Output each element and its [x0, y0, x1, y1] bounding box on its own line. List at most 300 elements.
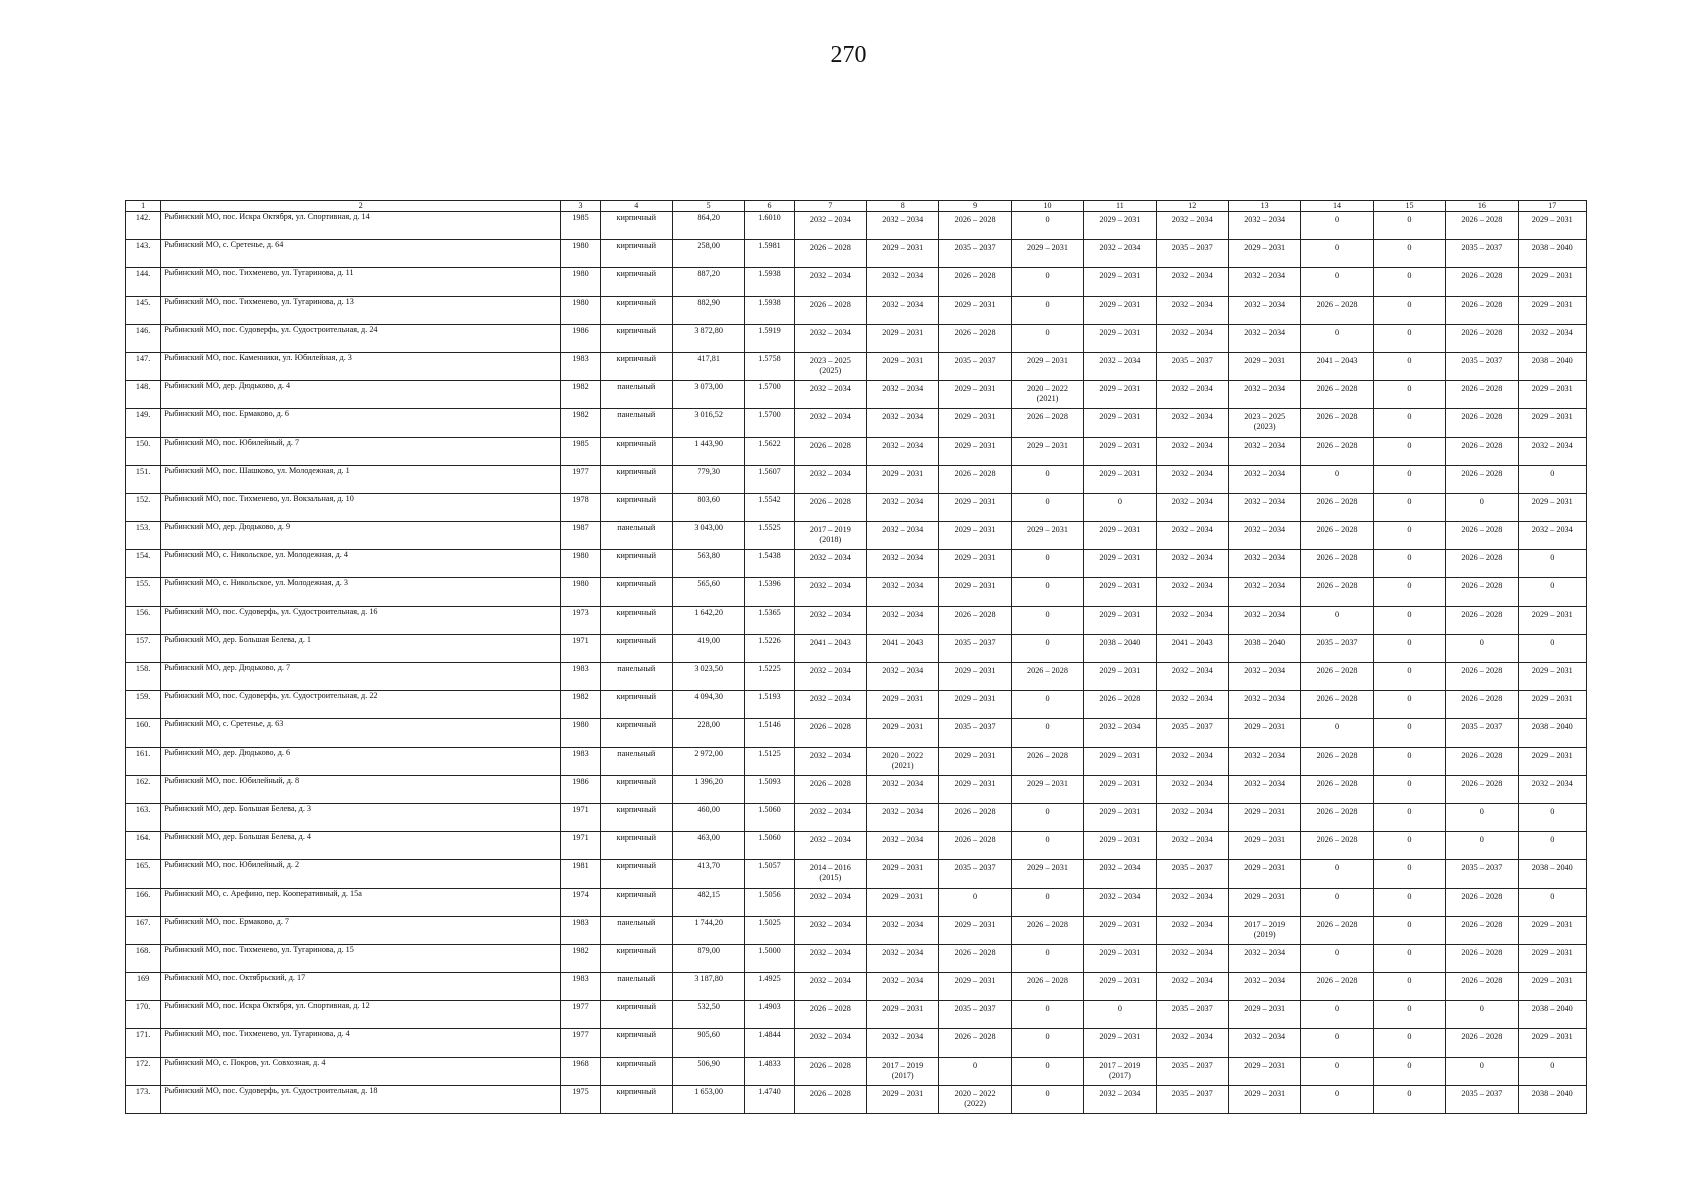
table-cell: 2029 – 2031	[867, 465, 939, 493]
table-cell: 2026 – 2028	[1301, 550, 1373, 578]
table-cell: 2035 – 2037	[939, 352, 1011, 380]
table-cell: 1980	[561, 296, 600, 324]
table-cell: 2029 – 2031	[1518, 1029, 1586, 1057]
table-cell: кирпичный	[600, 240, 672, 268]
table-cell: 2035 – 2037	[939, 634, 1011, 662]
row-number-cell: 167.	[126, 916, 161, 944]
table-cell: 1.5057	[745, 860, 794, 888]
table-cell: 0	[1373, 916, 1445, 944]
table-cell: 2032 – 2034	[1156, 1029, 1228, 1057]
table-cell: 2032 – 2034	[1228, 775, 1300, 803]
table-cell: 2029 – 2031	[1228, 803, 1300, 831]
row-number-cell: 169	[126, 973, 161, 1001]
table-cell: 2032 – 2034	[1228, 522, 1300, 550]
row-number-cell: 163.	[126, 803, 161, 831]
table-cell: 1981	[561, 860, 600, 888]
table-cell: 0	[1373, 606, 1445, 634]
table-cell: 2038 – 2040	[1228, 634, 1300, 662]
row-number-cell: 172.	[126, 1057, 161, 1085]
table-cell: 2032 – 2034	[867, 381, 939, 409]
table-row	[126, 944, 1587, 972]
table-cell: 2032 – 2034	[1228, 973, 1300, 1001]
table-cell: 2032 – 2034	[1156, 381, 1228, 409]
table-cell: 2026 – 2028	[1301, 296, 1373, 324]
table-cell: 2035 – 2037	[1156, 1057, 1228, 1085]
table-cell: 2029 – 2031	[1518, 663, 1586, 691]
table-cell: кирпичный	[600, 324, 672, 352]
address-cell: Рыбинский МО, пос. Юбилейный, д. 8	[161, 775, 561, 803]
table-row	[126, 973, 1587, 1001]
address-cell: Рыбинский МО, пос. Тихменево, ул. Вокзальная, д. 10	[161, 493, 561, 521]
table-cell: 2026 – 2028	[1301, 691, 1373, 719]
table-cell: 2032 – 2034	[1228, 663, 1300, 691]
table-cell: 2029 – 2031	[1228, 888, 1300, 916]
table-cell: 2032 – 2034	[1156, 437, 1228, 465]
table-cell: 2026 – 2028	[1446, 663, 1518, 691]
row-number-cell: 150.	[126, 437, 161, 465]
table-cell: 2032 – 2034	[1156, 550, 1228, 578]
table-cell: 2029 – 2031	[1011, 352, 1083, 380]
table-cell: 2029 – 2031	[1011, 522, 1083, 550]
table-cell: 0	[1373, 522, 1445, 550]
table-cell: 0	[1518, 634, 1586, 662]
table-cell: 2032 – 2034	[1156, 747, 1228, 775]
address-cell: Рыбинский МО, дер. Дюдьково, д. 6	[161, 747, 561, 775]
table-cell: панельный	[600, 663, 672, 691]
table-cell: 2029 – 2031	[1228, 860, 1300, 888]
table-row	[126, 634, 1587, 662]
table-cell: 2032 – 2034	[867, 437, 939, 465]
table-cell: 1 744,20	[672, 916, 744, 944]
table-cell: 2026 – 2028	[794, 437, 866, 465]
table-cell: 2032 – 2034	[1156, 212, 1228, 240]
table-cell: 2035 – 2037	[1156, 240, 1228, 268]
table-cell: 2032 – 2034	[1228, 493, 1300, 521]
column-header: 13	[1228, 201, 1300, 212]
table-cell: 0	[1011, 634, 1083, 662]
address-cell: Рыбинский МО, пос. Тихменево, ул. Тугаринова, д. 15	[161, 944, 561, 972]
table-cell: 228,00	[672, 719, 744, 747]
table-cell: 2026 – 2028	[794, 1085, 866, 1113]
table-cell: 2026 – 2028	[794, 775, 866, 803]
table-cell: 0	[1011, 268, 1083, 296]
table-cell: 3 187,80	[672, 973, 744, 1001]
table-cell: 2032 – 2034	[867, 803, 939, 831]
table-cell: 0	[1373, 719, 1445, 747]
table-cell: кирпичный	[600, 1029, 672, 1057]
table-cell: 0	[1011, 1085, 1083, 1113]
column-header: 14	[1301, 201, 1373, 212]
table-cell: 2026 – 2028	[1446, 465, 1518, 493]
table-cell: 2032 – 2034	[1228, 212, 1300, 240]
table-cell: 0	[1011, 1057, 1083, 1085]
table-cell: 0	[1373, 634, 1445, 662]
column-header: 15	[1373, 201, 1445, 212]
row-number-cell: 171.	[126, 1029, 161, 1057]
table-cell: 905,60	[672, 1029, 744, 1057]
table-cell: 0	[1011, 803, 1083, 831]
table-cell: 2029 – 2031	[1518, 296, 1586, 324]
table-cell: 2032 – 2034	[1228, 324, 1300, 352]
table-cell: 1985	[561, 437, 600, 465]
table-cell: 2026 – 2028	[1301, 916, 1373, 944]
table-cell: 1980	[561, 719, 600, 747]
row-number-cell: 162.	[126, 775, 161, 803]
column-header: 10	[1011, 201, 1083, 212]
table-cell: 2032 – 2034	[1228, 465, 1300, 493]
table-cell: кирпичный	[600, 493, 672, 521]
table-cell: 463,00	[672, 832, 744, 860]
table-cell: 2026 – 2028	[1446, 606, 1518, 634]
table-cell: 3 016,52	[672, 409, 744, 437]
table-cell: панельный	[600, 381, 672, 409]
table-cell: 1978	[561, 493, 600, 521]
address-cell: Рыбинский МО, дер. Дюдьково, д. 9	[161, 522, 561, 550]
table-cell: 0	[1446, 634, 1518, 662]
table-cell: 2038 – 2040	[1518, 860, 1586, 888]
table-cell: 0	[939, 888, 1011, 916]
column-header: 2	[161, 201, 561, 212]
table-cell: 1.4844	[745, 1029, 794, 1057]
table-cell: 0	[1373, 381, 1445, 409]
table-cell: 2029 – 2031	[1518, 212, 1586, 240]
table-cell: 0	[1373, 212, 1445, 240]
table-cell: 1974	[561, 888, 600, 916]
table-row	[126, 578, 1587, 606]
table-cell: 2026 – 2028	[1301, 803, 1373, 831]
table-cell: 2026 – 2028	[1446, 296, 1518, 324]
table-cell: 2029 – 2031	[1011, 240, 1083, 268]
table-cell: 0	[1373, 324, 1445, 352]
column-header: 9	[939, 201, 1011, 212]
table-row	[126, 888, 1587, 916]
table-cell: 2029 – 2031	[939, 747, 1011, 775]
table-cell: панельный	[600, 409, 672, 437]
table-cell: 0	[1301, 1029, 1373, 1057]
table-cell: 1980	[561, 550, 600, 578]
table-row	[126, 522, 1587, 550]
table-cell: 2026 – 2028	[794, 493, 866, 521]
table-cell: 2032 – 2034	[1084, 352, 1156, 380]
table-cell: 2035 – 2037	[1446, 240, 1518, 268]
table-cell: 1.5060	[745, 803, 794, 831]
address-cell: Рыбинский МО, пос. Судоверфь, ул. Судостроительная, д. 22	[161, 691, 561, 719]
table-cell: 2029 – 2031	[1084, 409, 1156, 437]
table-cell: кирпичный	[600, 606, 672, 634]
table-cell: 0	[1301, 1057, 1373, 1085]
table-cell: 2032 – 2034	[794, 212, 866, 240]
table-cell: 2032 – 2034	[794, 268, 866, 296]
table-cell: 2029 – 2031	[939, 691, 1011, 719]
table-row	[126, 916, 1587, 944]
table-cell: 0	[1373, 1001, 1445, 1029]
table-cell: 2032 – 2034	[1084, 1085, 1156, 1113]
table-cell: 2032 – 2034	[867, 296, 939, 324]
table-cell: 2032 – 2034	[1156, 888, 1228, 916]
table-cell: 0	[1011, 606, 1083, 634]
table-cell: 2029 – 2031	[939, 550, 1011, 578]
table-cell: 2026 – 2028	[1011, 916, 1083, 944]
address-cell: Рыбинский МО, пос. Тихменево, ул. Тугаринова, д. 11	[161, 268, 561, 296]
table-cell: 2032 – 2034	[867, 832, 939, 860]
table-cell: 2032 – 2034	[867, 973, 939, 1001]
table-cell: 532,50	[672, 1001, 744, 1029]
table-cell: 1.5542	[745, 493, 794, 521]
table-cell: 0	[1084, 1001, 1156, 1029]
address-cell: Рыбинский МО, пос. Искра Октября, ул. Спортивная, д. 14	[161, 212, 561, 240]
table-cell: 0	[1301, 888, 1373, 916]
table-cell: 2032 – 2034	[794, 578, 866, 606]
table-cell: 2026 – 2028	[1446, 973, 1518, 1001]
table-cell: 2026 – 2028	[1301, 578, 1373, 606]
table-cell: 2026 – 2028	[1446, 944, 1518, 972]
table-cell: кирпичный	[600, 803, 672, 831]
table-row	[126, 324, 1587, 352]
table-cell: кирпичный	[600, 437, 672, 465]
table-cell: 1.5396	[745, 578, 794, 606]
table-cell: 2032 – 2034	[794, 550, 866, 578]
table-cell: 2041 – 2043	[1301, 352, 1373, 380]
table-cell: 2035 – 2037	[1156, 860, 1228, 888]
table-cell: 0	[1373, 437, 1445, 465]
table-cell: 2029 – 2031	[1228, 719, 1300, 747]
table-cell: 2029 – 2031	[1084, 916, 1156, 944]
table-cell: 2035 – 2037	[1156, 1085, 1228, 1113]
table-cell: 887,20	[672, 268, 744, 296]
table-cell: 2038 – 2040	[1084, 634, 1156, 662]
table-cell: 417,81	[672, 352, 744, 380]
table-cell: 2029 – 2031	[867, 1001, 939, 1029]
table-cell: 0	[1011, 888, 1083, 916]
table-cell: 2029 – 2031	[939, 578, 1011, 606]
column-header: 8	[867, 201, 939, 212]
table-row	[126, 212, 1587, 240]
table-cell: 0	[1301, 719, 1373, 747]
table-cell: 2017 – 2019 (2018)	[794, 522, 866, 550]
table-cell: кирпичный	[600, 944, 672, 972]
table-cell: 2029 – 2031	[1084, 1029, 1156, 1057]
table-cell: 0	[1373, 944, 1445, 972]
table-cell: 2032 – 2034	[867, 522, 939, 550]
table-cell: 2026 – 2028	[1301, 663, 1373, 691]
table-cell: 1.5025	[745, 916, 794, 944]
table-cell: 2038 – 2040	[1518, 1085, 1586, 1113]
table-cell: 2026 – 2028	[939, 465, 1011, 493]
table-cell: 2032 – 2034	[1156, 775, 1228, 803]
table-cell: панельный	[600, 747, 672, 775]
table-cell: 2032 – 2034	[794, 944, 866, 972]
table-cell: 2032 – 2034	[794, 409, 866, 437]
table-cell: 2026 – 2028	[1011, 747, 1083, 775]
table-cell: 0	[1011, 832, 1083, 860]
table-cell: 0	[1011, 550, 1083, 578]
table-cell: 2029 – 2031	[1518, 691, 1586, 719]
table-cell: 2029 – 2031	[1518, 747, 1586, 775]
table-cell: кирпичный	[600, 860, 672, 888]
table-cell: 2 972,00	[672, 747, 744, 775]
table-cell: 2032 – 2034	[794, 691, 866, 719]
table-cell: 2029 – 2031	[1011, 775, 1083, 803]
table-cell: 0	[1373, 578, 1445, 606]
table-cell: 0	[1373, 775, 1445, 803]
table-cell: 2032 – 2034	[1518, 324, 1586, 352]
table-cell: 1.5758	[745, 352, 794, 380]
table-cell: 2026 – 2028	[1446, 691, 1518, 719]
table-row	[126, 268, 1587, 296]
table-cell: 2032 – 2034	[867, 212, 939, 240]
table-cell: 2029 – 2031	[1084, 296, 1156, 324]
table-cell: 1.4925	[745, 973, 794, 1001]
table-cell: 506,90	[672, 1057, 744, 1085]
table-cell: 803,60	[672, 493, 744, 521]
table-cell: 2029 – 2031	[1518, 409, 1586, 437]
table-cell: 0	[1518, 578, 1586, 606]
table-row	[126, 409, 1587, 437]
table-cell: 2029 – 2031	[939, 296, 1011, 324]
address-cell: Рыбинский МО, дер. Дюдьково, д. 4	[161, 381, 561, 409]
table-cell: 2029 – 2031	[939, 409, 1011, 437]
table-cell: 779,30	[672, 465, 744, 493]
table-row	[126, 663, 1587, 691]
row-number-cell: 143.	[126, 240, 161, 268]
table-cell: 0	[1373, 832, 1445, 860]
table-cell: 2020 – 2022 (2021)	[867, 747, 939, 775]
table-cell: 2032 – 2034	[1156, 465, 1228, 493]
table-cell: 2032 – 2034	[794, 973, 866, 1001]
table-cell: 2032 – 2034	[1156, 916, 1228, 944]
table-cell: 2032 – 2034	[867, 578, 939, 606]
table-cell: 1.5226	[745, 634, 794, 662]
address-cell: Рыбинский МО, дер. Большая Белева, д. 3	[161, 803, 561, 831]
table-cell: 2026 – 2028	[1301, 522, 1373, 550]
table-cell: 0	[1518, 465, 1586, 493]
table-cell: 2026 – 2028	[939, 324, 1011, 352]
table-cell: 565,60	[672, 578, 744, 606]
row-number-cell: 145.	[126, 296, 161, 324]
row-number-cell: 148.	[126, 381, 161, 409]
address-cell: Рыбинский МО, с. Покров, ул. Совхозная, д. 4	[161, 1057, 561, 1085]
table-cell: 1971	[561, 803, 600, 831]
row-number-cell: 146.	[126, 324, 161, 352]
header-row	[126, 201, 1587, 212]
housing-table-container	[125, 200, 1587, 1114]
table-cell: 0	[1011, 324, 1083, 352]
table-cell: 2026 – 2028	[1446, 268, 1518, 296]
table-cell: 2029 – 2031	[1084, 324, 1156, 352]
table-cell: 1982	[561, 381, 600, 409]
table-row	[126, 1001, 1587, 1029]
table-cell: 0	[1373, 240, 1445, 268]
table-cell: 2026 – 2028	[1301, 973, 1373, 1001]
table-cell: 1.5622	[745, 437, 794, 465]
table-cell: 2038 – 2040	[1518, 240, 1586, 268]
table-cell: 2026 – 2028	[1301, 747, 1373, 775]
table-cell: 2032 – 2034	[1228, 1029, 1300, 1057]
table-cell: 1.5225	[745, 663, 794, 691]
table-cell: 2029 – 2031	[1228, 1057, 1300, 1085]
table-cell: 2038 – 2040	[1518, 1001, 1586, 1029]
table-cell: кирпичный	[600, 550, 672, 578]
table-cell: 1.5607	[745, 465, 794, 493]
table-cell: 0	[1373, 296, 1445, 324]
address-cell: Рыбинский МО, пос. Тихменево, ул. Тугаринова, д. 13	[161, 296, 561, 324]
table-cell: 2032 – 2034	[794, 1029, 866, 1057]
table-cell: 1977	[561, 465, 600, 493]
table-cell: кирпичный	[600, 212, 672, 240]
table-cell: 0	[1301, 268, 1373, 296]
table-cell: 460,00	[672, 803, 744, 831]
table-cell: 2035 – 2037	[939, 719, 1011, 747]
table-cell: 0	[1373, 747, 1445, 775]
table-cell: 2029 – 2031	[1228, 1001, 1300, 1029]
table-cell: 2026 – 2028	[1011, 663, 1083, 691]
table-cell: 258,00	[672, 240, 744, 268]
table-cell: 0	[1373, 493, 1445, 521]
table-cell: 2026 – 2028	[794, 240, 866, 268]
table-cell: 1983	[561, 747, 600, 775]
table-cell: 2032 – 2034	[1228, 268, 1300, 296]
table-cell: 2032 – 2034	[1156, 522, 1228, 550]
page-number: 270	[830, 42, 867, 68]
table-cell: 0	[1446, 803, 1518, 831]
table-cell: 2017 – 2019 (2019)	[1228, 916, 1300, 944]
table-cell: 2029 – 2031	[939, 381, 1011, 409]
table-cell: 2026 – 2028	[1446, 437, 1518, 465]
table-cell: 0	[1011, 691, 1083, 719]
table-cell: 2026 – 2028	[794, 1057, 866, 1085]
table-cell: 2026 – 2028	[1446, 550, 1518, 578]
column-header: 3	[561, 201, 600, 212]
table-cell: 2026 – 2028	[1446, 212, 1518, 240]
column-header: 6	[745, 201, 794, 212]
table-cell: 2029 – 2031	[867, 1085, 939, 1113]
table-cell: 0	[1011, 1029, 1083, 1057]
table-cell: 2029 – 2031	[1084, 803, 1156, 831]
table-cell: 2029 – 2031	[1084, 268, 1156, 296]
table-cell: 2035 – 2037	[939, 240, 1011, 268]
table-cell: 2023 – 2025 (2023)	[1228, 409, 1300, 437]
table-cell: 2029 – 2031	[1084, 663, 1156, 691]
table-cell: 2026 – 2028	[1301, 775, 1373, 803]
table-cell: 0	[1301, 860, 1373, 888]
table-cell: 2020 – 2022 (2021)	[1011, 381, 1083, 409]
table-cell: кирпичный	[600, 888, 672, 916]
table-cell: 0	[1011, 296, 1083, 324]
table-cell: 1.5700	[745, 409, 794, 437]
table-cell: 2029 – 2031	[1518, 268, 1586, 296]
table-cell: 0	[1446, 832, 1518, 860]
table-cell: 0	[1373, 691, 1445, 719]
table-row	[126, 352, 1587, 380]
housing-repair-schedule-table	[125, 200, 1587, 1114]
table-cell: 2032 – 2034	[1156, 409, 1228, 437]
table-cell: 2032 – 2034	[1156, 803, 1228, 831]
table-cell: 2032 – 2034	[794, 324, 866, 352]
table-cell: 864,20	[672, 212, 744, 240]
table-cell: 4 094,30	[672, 691, 744, 719]
table-cell: 2035 – 2037	[1156, 1001, 1228, 1029]
table-cell: 2026 – 2028	[939, 268, 1011, 296]
table-cell: 1.5093	[745, 775, 794, 803]
table-cell: панельный	[600, 916, 672, 944]
table-cell: 0	[1301, 944, 1373, 972]
table-cell: 2029 – 2031	[1228, 352, 1300, 380]
table-cell: 2035 – 2037	[1446, 719, 1518, 747]
table-cell: 1.5193	[745, 691, 794, 719]
table-cell: 2032 – 2034	[1156, 324, 1228, 352]
table-cell: 2026 – 2028	[1011, 409, 1083, 437]
table-cell: 0	[1373, 663, 1445, 691]
